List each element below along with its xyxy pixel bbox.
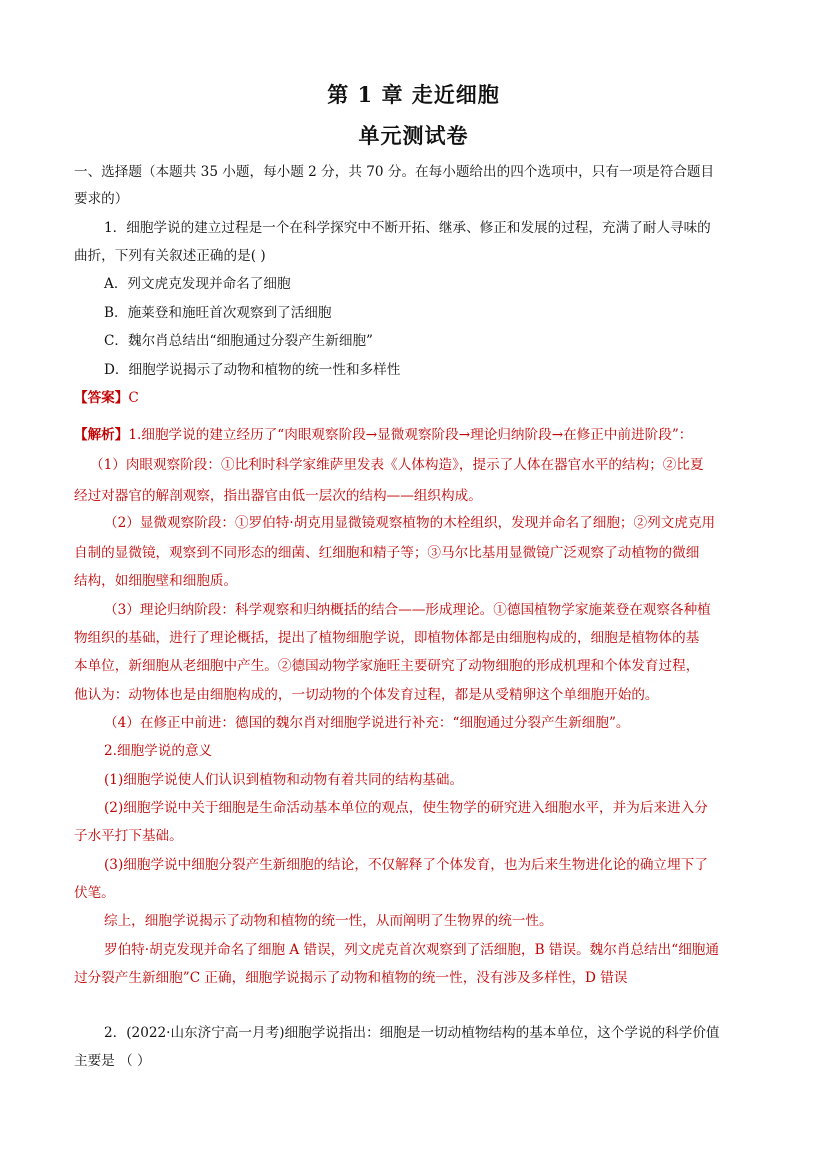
analysis-text: 1.细胞学说的建立经历了“肉眼观察阶段→显微观察阶段→理论归纳阶段→在修正中前进阶段”：	[128, 427, 693, 443]
analysis-line-2: （1）肉眼观察阶段：①比利时科学家维萨里发表《人体构造》，提示了人体在器官水平的结构；②比夏	[90, 457, 704, 473]
question-2-stem-line-1: 2．(2022·山东济宁高一月考)细胞学说指出：细胞是一切动植物结构的基本单位，这个学说的科学价值	[104, 1025, 720, 1041]
analysis-line-16: (3)细胞学说中细胞分裂产生新细胞的结论，不仅解释了个体发育，也为后来生物进化论的确立埋下了	[104, 857, 708, 873]
analysis-line-11: （4）在修正中前进：德国的魏尔肖对细胞学说进行补充：“细胞通过分裂产生新细胞”。	[104, 715, 630, 731]
chapter-title: 第 1 章 走近细胞	[327, 82, 500, 107]
section-header-line-2: 要求的）	[74, 191, 129, 207]
analysis-line-15: 子水平打下基础。	[74, 828, 183, 844]
analysis-line-18: 综上，细胞学说揭示了动物和植物的统一性，从而阐明了生物界的统一性。	[104, 913, 553, 929]
option-d: D．细胞学说揭示了动物和植物的统一性和多样性	[104, 362, 401, 378]
analysis-line-19: 罗伯特·胡克发现并命名了细胞 A 错误，列文虎克首次观察到了活细胞，B 错误。魏尔肖总结出“细胞通	[104, 942, 719, 958]
analysis-line-12: 2.细胞学说的意义	[104, 743, 213, 759]
analysis-line-4: （2）显微观察阶段：①罗伯特·胡克用显微镜观察植物的木栓组织，发现并命名了细胞；②列文虎克用	[104, 515, 716, 531]
option-a: A．列文虎克发现并命名了细胞	[104, 276, 291, 292]
option-b: B．施莱登和施旺首次观察到了活细胞	[104, 305, 332, 321]
analysis-line-13: (1)细胞学说使人们认识到植物和动物有着共同的结构基础。	[104, 772, 464, 788]
analysis-line-1	[74, 425, 692, 445]
analysis-line-5: 自制的显微镜，观察到不同形态的细菌、红细胞和精子等；③马尔比基用显微镜广泛观察了动植物的微细	[74, 545, 700, 561]
analysis-line-9: 本单位，新细胞从老细胞中产生。②德国动物学家施旺主要研究了动物细胞的形成机理和个体发育过程，	[74, 658, 700, 674]
question-2-stem-line-2: 主要是 （ ）	[74, 1053, 151, 1069]
answer-label: 【答案】	[74, 390, 129, 406]
section-header-line-1: 一、选择题（本题共 35 小题，每小题 2 分，共 70 分。在每小题给出的四个选项中，只有一项是符合题目	[74, 164, 715, 180]
analysis-line-7: （3）理论归纳阶段：科学观察和归纳概括的结合——形成理论。①德国植物学家施莱登在观察各种植	[104, 602, 711, 618]
analysis-line-3: 经过对器官的解剖观察，指出器官由低一层次的结构——组织构成。	[74, 488, 482, 504]
answer-value: C	[128, 390, 139, 406]
analysis-line-8: 物组织的基础，进行了理论概括，提出了植物细胞学说，即植物体都是由细胞构成的，细胞是植物体的基	[74, 630, 700, 646]
question-1-stem-line-2: 曲折，下列有关叙述正确的是( )	[74, 248, 266, 264]
analysis-line-20: 过分裂产生新细胞”C 正确，细胞学说揭示了动物和植物的统一性，没有涉及多样性，D 错误	[74, 970, 628, 986]
analysis-line-10: 他认为：动物体也是由细胞构成的，一切动物的个体发育过程，都是从受精卵这个单细胞开始的。	[74, 687, 659, 703]
analysis-line-14: (2)细胞学说中关于细胞是生命活动基本单位的观点，使生物学的研究进入细胞水平，并为后来进入分	[104, 800, 708, 816]
option-c: C．魏尔肖总结出“细胞通过分裂产生新细胞”	[104, 333, 373, 349]
analysis-line-6: 结构，如细胞壁和细胞质。	[74, 573, 238, 589]
test-subtitle: 单元测试卷	[358, 123, 469, 148]
question-1-stem-line-1: 1．细胞学说的建立过程是一个在科学探究中不断开拓、继承、修正和发展的过程，充满了耐人寻味的	[104, 220, 711, 236]
analysis-label: 【解析】	[74, 427, 129, 443]
answer-line	[74, 388, 139, 408]
analysis-line-17: 伏笔。	[74, 885, 115, 901]
